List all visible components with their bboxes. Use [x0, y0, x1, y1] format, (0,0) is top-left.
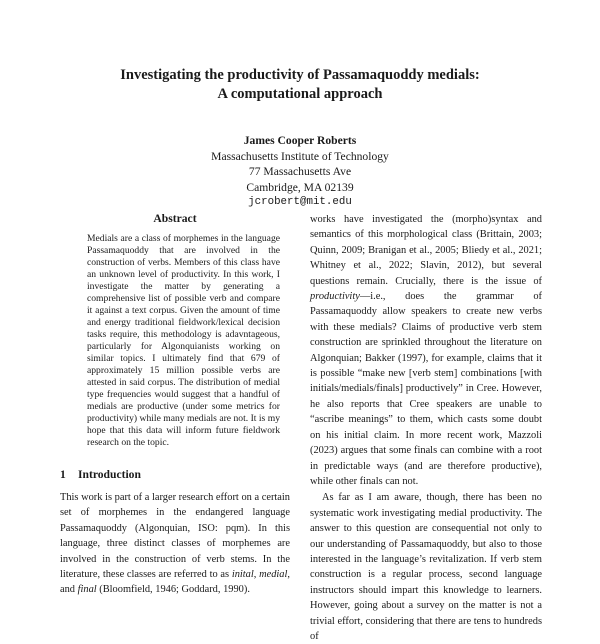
paper-title [0, 66, 600, 104]
text-run: , and [60, 569, 290, 596]
term-productivity: productivity [310, 291, 360, 303]
author-address-line-1: 77 Massachusetts Ave [248, 165, 352, 178]
text-run: (Bloomfield, 1946; Goddard, 1990). [96, 584, 250, 596]
text-run: works have investigated the (morpho)syntax and semantics of this morphological class (Brittain, 2003; Quinn, 2009; Branigan et al., 2005; Bliedy et al., 2021; Whitney et al., 2022; Slavin, 2012), but several questions remain. Crucially, there is the issue of [310, 214, 542, 287]
text-run: —i.e., does the grammar of Passamaquoddy allow speakers to create new verbs with these medials? Claims of productive verb stem construction are sprinkled throughout the literature on Algonquian; Bakker (1997), for example, claims that it is possible “make new [verb stem] combinations [with initials/medials/finals] productively” in Cree. However, he also reports that Cree speakers are unable to “ascribe meanings” to them, which casts some doubt on his initial claim. In more recent work, Mazzoli (2023) argues that some finals can combine with a root in predictable ways (and are therefore productive), while other finals can not. [310, 291, 542, 487]
term-final: final [77, 584, 97, 596]
introduction-paragraph-1 [60, 490, 290, 598]
term-medial: medial [259, 569, 288, 581]
author-email: jcrobert@mit.edu [248, 196, 352, 208]
term-initial: inital [231, 569, 254, 581]
section-heading-introduction [60, 468, 290, 481]
text-run: This work is part of a larger research effort on a certain set of morphemes in the endangered language Passamaquoddy (Algonquian, ISO: pqm). In this language, three distinct classes of morphemes are involved in the construction of verb stems. In the literature, these classes are referred to as [60, 492, 290, 581]
section-title: Introduction [78, 468, 141, 481]
abstract-heading: Abstract [153, 212, 197, 225]
author-name: James Cooper Roberts [243, 134, 357, 147]
author-address-line-2: Cambridge, MA 02139 [246, 180, 354, 194]
left-column [60, 212, 290, 598]
right-column [310, 212, 542, 644]
author-block [0, 133, 600, 211]
title-line-2: A computational approach [217, 86, 383, 102]
section-number: 1 [60, 468, 66, 481]
author-affiliation: Massachusetts Institute of Technology [211, 149, 389, 163]
title-line-1: Investigating the productivity of Passamaquoddy medials: [120, 67, 480, 83]
body-paragraph-2: As far as I am aware, though, there has been no systematic work investigating medial productivity. The answer to this question are consequential not only to our understanding of Passamaquoddy, but also to those interested in the language’s revitalization. If verb stem construction is a regular process, second language instructors should impart this knowledge to learners. However, going about a survey on the matter is not a trivial effort, considering that there are tens to hundreds of [310, 492, 542, 642]
body-paragraph-continued [310, 212, 542, 489]
text-run: , [253, 569, 260, 581]
abstract-text: Medials are a class of morphemes in the language Passamaquoddy that are involved in the construction of verbs. Members of this class have an unknown level of productivity. In this work, I investigate the matter by generating a comprehensive list of possible verb and compare it against a text corpus. Given the amount of time and energy traditional fieldwork/lexical decision tasks require, this methodology is adavntageous, particularly for Algonquianists working on similar topics. I ultimately find that 679 of approximately 15 million possible verbs are attested in said corpus. The distribution of medial type frequencies would suggest that a handful of medials are productive (under some metrics for productivity) while many medials are not. It is my hope that this data will inform future fieldwork research on the topic. [87, 233, 280, 448]
